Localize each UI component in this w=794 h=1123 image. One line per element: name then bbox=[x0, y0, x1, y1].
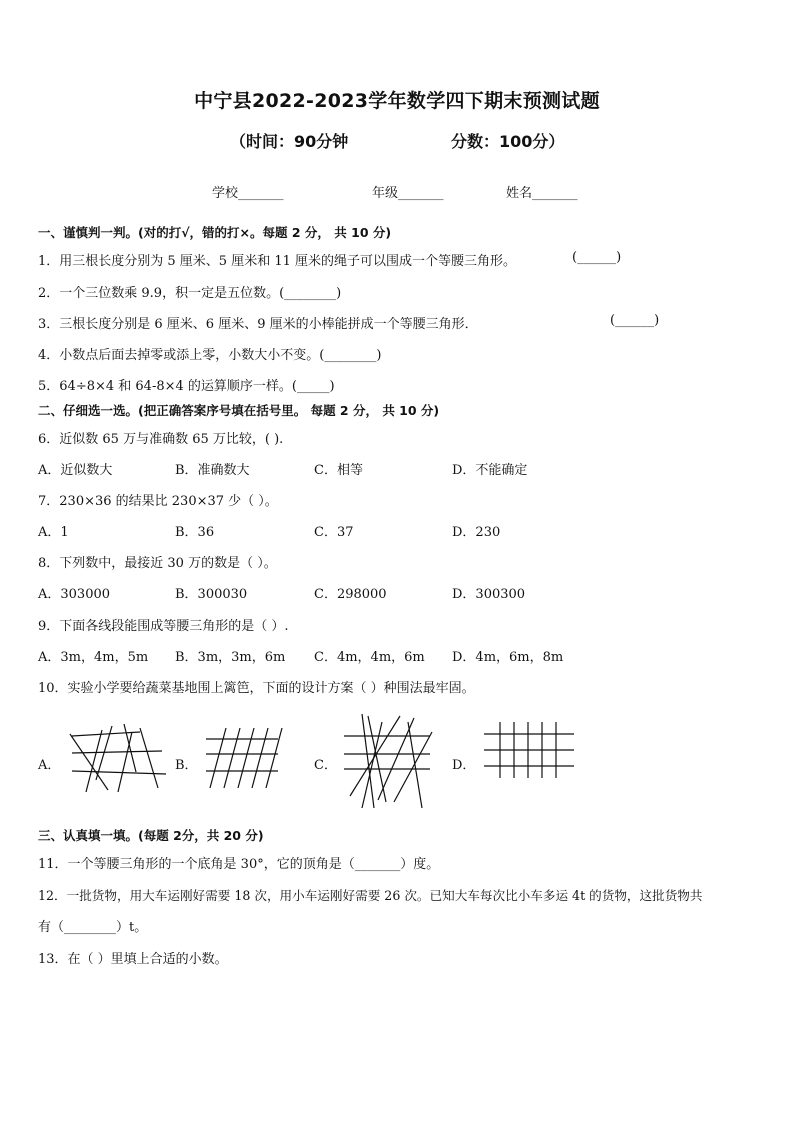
question-1-blank: (______) bbox=[572, 250, 622, 265]
exam-score: 分数：100分） bbox=[451, 132, 565, 151]
q9-option-c: C．4m，4m，6m bbox=[314, 650, 425, 665]
fence-figure-d bbox=[482, 720, 576, 780]
q7-option-c: C．37 bbox=[314, 525, 354, 540]
q6-option-b: B．准确数大 bbox=[175, 463, 250, 478]
page-title: 中宁县2022-2023学年数学四下期末预测试题 bbox=[194, 90, 600, 112]
question-4: 4．小数点后面去掉零或添上零，小数大小不变。(________) bbox=[38, 348, 382, 363]
q10-option-a-label: A． bbox=[38, 758, 61, 773]
question-7: 7．230×36 的结果比 230×37 少（ ）。 bbox=[38, 494, 278, 509]
q8-option-b: B．300030 bbox=[175, 587, 248, 602]
fence-figure-b bbox=[204, 726, 286, 790]
question-11: 11．一个等腰三角形的一个底角是 30°，它的顶角是（_______）度。 bbox=[38, 857, 440, 872]
question-3-blank: (______) bbox=[610, 313, 660, 328]
section1-heading: 一、谨慎判一判。(对的打√，错的打×。每题 2 分， 共 10 分) bbox=[38, 225, 392, 240]
question-12-line1: 12．一批货物，用大车运刚好需要 18 次，用小车运刚好需要 26 次。已知大车每次比小车多运 4t 的货物，这批货物共 bbox=[38, 888, 703, 903]
q9-option-a: A．3m，4m，5m bbox=[38, 650, 149, 665]
q7-option-d: D．230 bbox=[452, 525, 501, 540]
question-10: 10．实验小学要给蔬菜基地围上篱笆，下面的设计方案（ ）种围法最牢固。 bbox=[38, 681, 475, 696]
q9-option-b: B．3m，3m，6m bbox=[175, 650, 286, 665]
q6-option-a: A．近似数大 bbox=[38, 463, 113, 478]
q7-option-a: A．1 bbox=[38, 525, 69, 540]
q10-option-c-label: C． bbox=[314, 758, 337, 773]
grade-field: 年级_______ bbox=[372, 186, 444, 201]
q8-option-c: C．298000 bbox=[314, 587, 387, 602]
exam-time: （时间：90分钟 bbox=[230, 132, 349, 151]
question-6: 6．近似数 65 万与准确数 65 万比较，( ). bbox=[38, 432, 284, 447]
q6-option-c: C．相等 bbox=[314, 463, 363, 478]
question-12-line2: 有（________）t。 bbox=[38, 920, 148, 935]
fence-figure-c bbox=[340, 712, 434, 810]
question-9: 9．下面各线段能围成等腰三角形的是（ ）. bbox=[38, 619, 289, 634]
section2-heading: 二、仔细选一选。(把正确答案序号填在括号里。 每题 2 分， 共 10 分) bbox=[38, 403, 440, 418]
name-field: 姓名_______ bbox=[506, 186, 578, 201]
q10-option-d-label: D． bbox=[452, 758, 476, 773]
question-1: 1．用三根长度分别为 5 厘米、5 厘米和 11 厘米的绳子可以围成一个等腰三角形。 bbox=[38, 254, 517, 269]
q8-option-d: D．300300 bbox=[452, 587, 526, 602]
section3-heading: 三、认真填一填。(每题 2分，共 20 分) bbox=[38, 828, 264, 843]
q7-option-b: B．36 bbox=[175, 525, 215, 540]
q10-option-b-label: B． bbox=[175, 758, 198, 773]
question-3: 3．三根长度分别是 6 厘米、6 厘米、9 厘米的小棒能拼成一个等腰三角形． bbox=[38, 317, 478, 332]
q8-option-a: A．303000 bbox=[38, 587, 111, 602]
question-8: 8．下列数中，最接近 30 万的数是（ ）。 bbox=[38, 556, 277, 571]
fence-figure-a bbox=[66, 722, 170, 796]
question-13: 13．在（ ）里填上合适的小数。 bbox=[38, 952, 228, 967]
question-5: 5．64÷8×4 和 64-8×4 的运算顺序一样。(_____) bbox=[38, 379, 335, 394]
question-2: 2．一个三位数乘 9.9，积一定是五位数。(________) bbox=[38, 286, 342, 301]
q6-option-d: D．不能确定 bbox=[452, 463, 528, 478]
q9-option-d: D．4m，6m，8m bbox=[452, 650, 564, 665]
school-field: 学校_______ bbox=[212, 186, 284, 201]
